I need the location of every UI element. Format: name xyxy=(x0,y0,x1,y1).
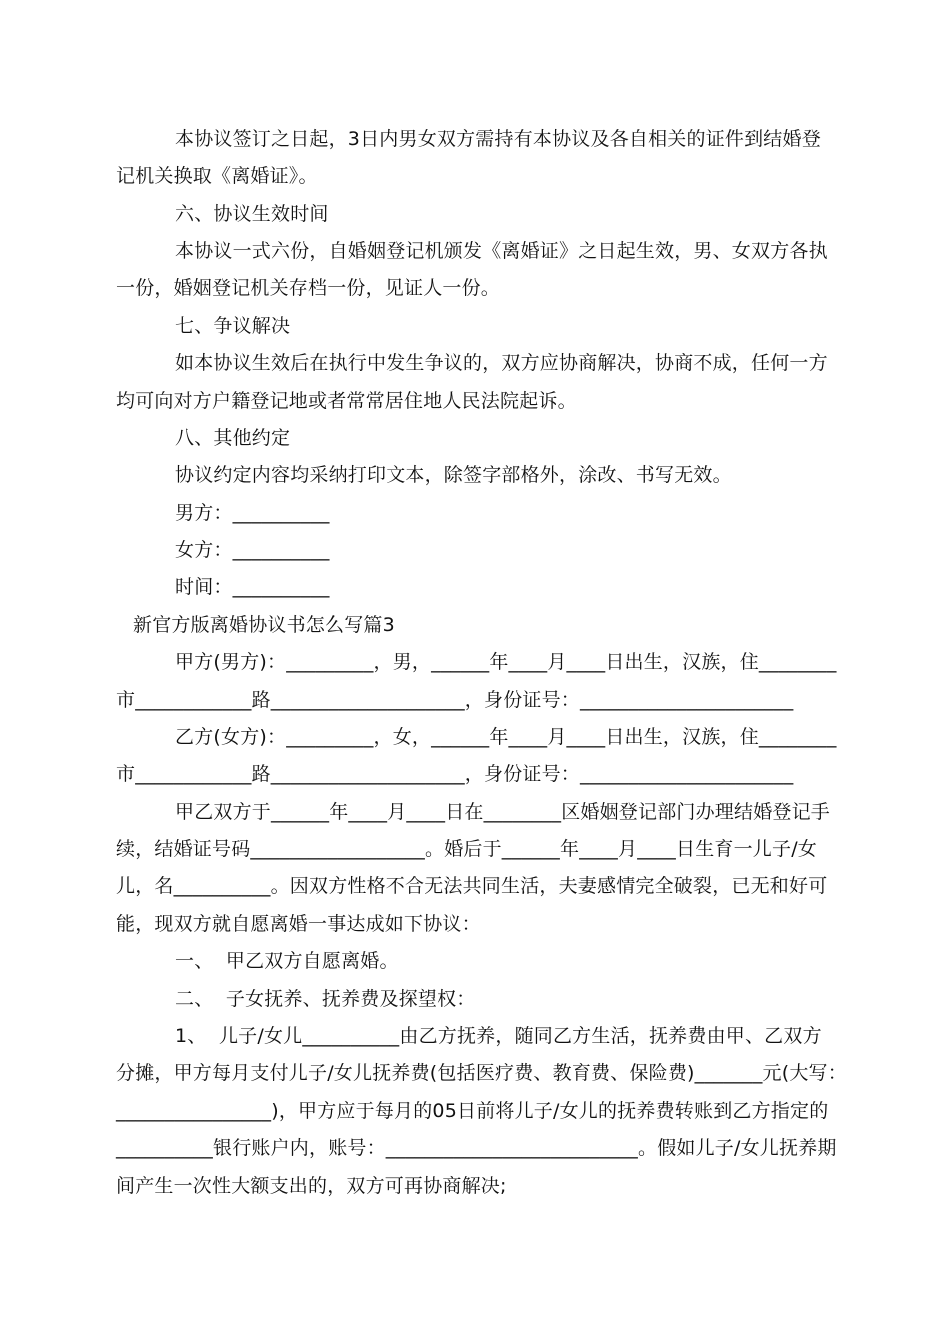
clause-line: 二、 子女抚养、抚养费及探望权： xyxy=(175,988,476,1010)
clause-line: 1、 儿子/女儿__________由乙方抚养，随同乙方生活，抚养费由甲、乙双方 xyxy=(175,1025,822,1047)
text-line: 记机关换取《离婚证》。 xyxy=(116,165,318,187)
section-heading: 六、协议生效时间 xyxy=(175,203,329,225)
text-line: 如本协议生效后在执行中发生争议的，双方应协商解决，协商不成，任何一方 xyxy=(175,352,828,374)
signature-line-female: 女方：__________ xyxy=(175,539,330,561)
text-line: 一份，婚姻登记机关存档一份，见证人一份。 xyxy=(116,277,501,299)
text-line: 乙方(女方)：_________，女，______年____月____日出生，汉族，住________ xyxy=(175,726,837,748)
text-line: 续，结婚证号码__________________。婚后于______年____月____日生育一儿子/女 xyxy=(116,838,818,860)
text-line: 本协议签订之日起，3日内男女双方需持有本协议及各自相关的证件到结婚登 xyxy=(175,128,821,150)
text-line: ________________)，甲方应于每月的05日前将儿子/女儿的抚养费转账到乙方指定的 xyxy=(116,1100,829,1122)
clause-line: 一、 甲乙双方自愿离婚。 xyxy=(175,950,399,972)
text-line: 间产生一次性大额支出的，双方可再协商解决; xyxy=(116,1175,507,1197)
article-title: 新官方版离婚协议书怎么写篇3 xyxy=(133,614,395,636)
text-line: 甲方(男方)：_________，男，______年____月____日出生，汉族，住________ xyxy=(175,651,837,673)
text-line: 协议约定内容均采纳打印文本，除签字部格外，涂改、书写无效。 xyxy=(175,464,732,486)
text-line: 甲乙双方于______年____月____日在________区婚姻登记部门办理结婚登记手 xyxy=(175,801,831,823)
text-line: 均可向对方户籍登记地或者常常居住地人民法院起诉。 xyxy=(116,390,577,412)
text-line: 能，现双方就自愿离婚一事达成如下协议： xyxy=(116,913,481,935)
text-line: 分摊，甲方每月支付儿子/女儿抚养费(包括医疗费、教育费、保险费)_______元(大写： xyxy=(116,1062,847,1084)
text-line: 本协议一式六份，自婚姻登记机颁发《离婚证》之日起生效，男、女双方各执 xyxy=(175,240,828,262)
text-line: 儿，名__________。因双方性格不合无法共同生活，夫妻感情完全破裂，已无和好可 xyxy=(116,875,828,897)
text-line: __________银行账户内，账号：__________________________。假如儿子/女儿抚养期 xyxy=(116,1137,837,1159)
signature-line-date: 时间：__________ xyxy=(175,576,330,598)
section-heading: 八、其他约定 xyxy=(175,427,291,449)
signature-line-male: 男方：__________ xyxy=(175,502,330,524)
section-heading: 七、争议解决 xyxy=(175,315,291,337)
text-line: 市____________路____________________，身份证号：______________________ xyxy=(116,689,794,711)
text-line: 市____________路____________________，身份证号：______________________ xyxy=(116,763,794,785)
